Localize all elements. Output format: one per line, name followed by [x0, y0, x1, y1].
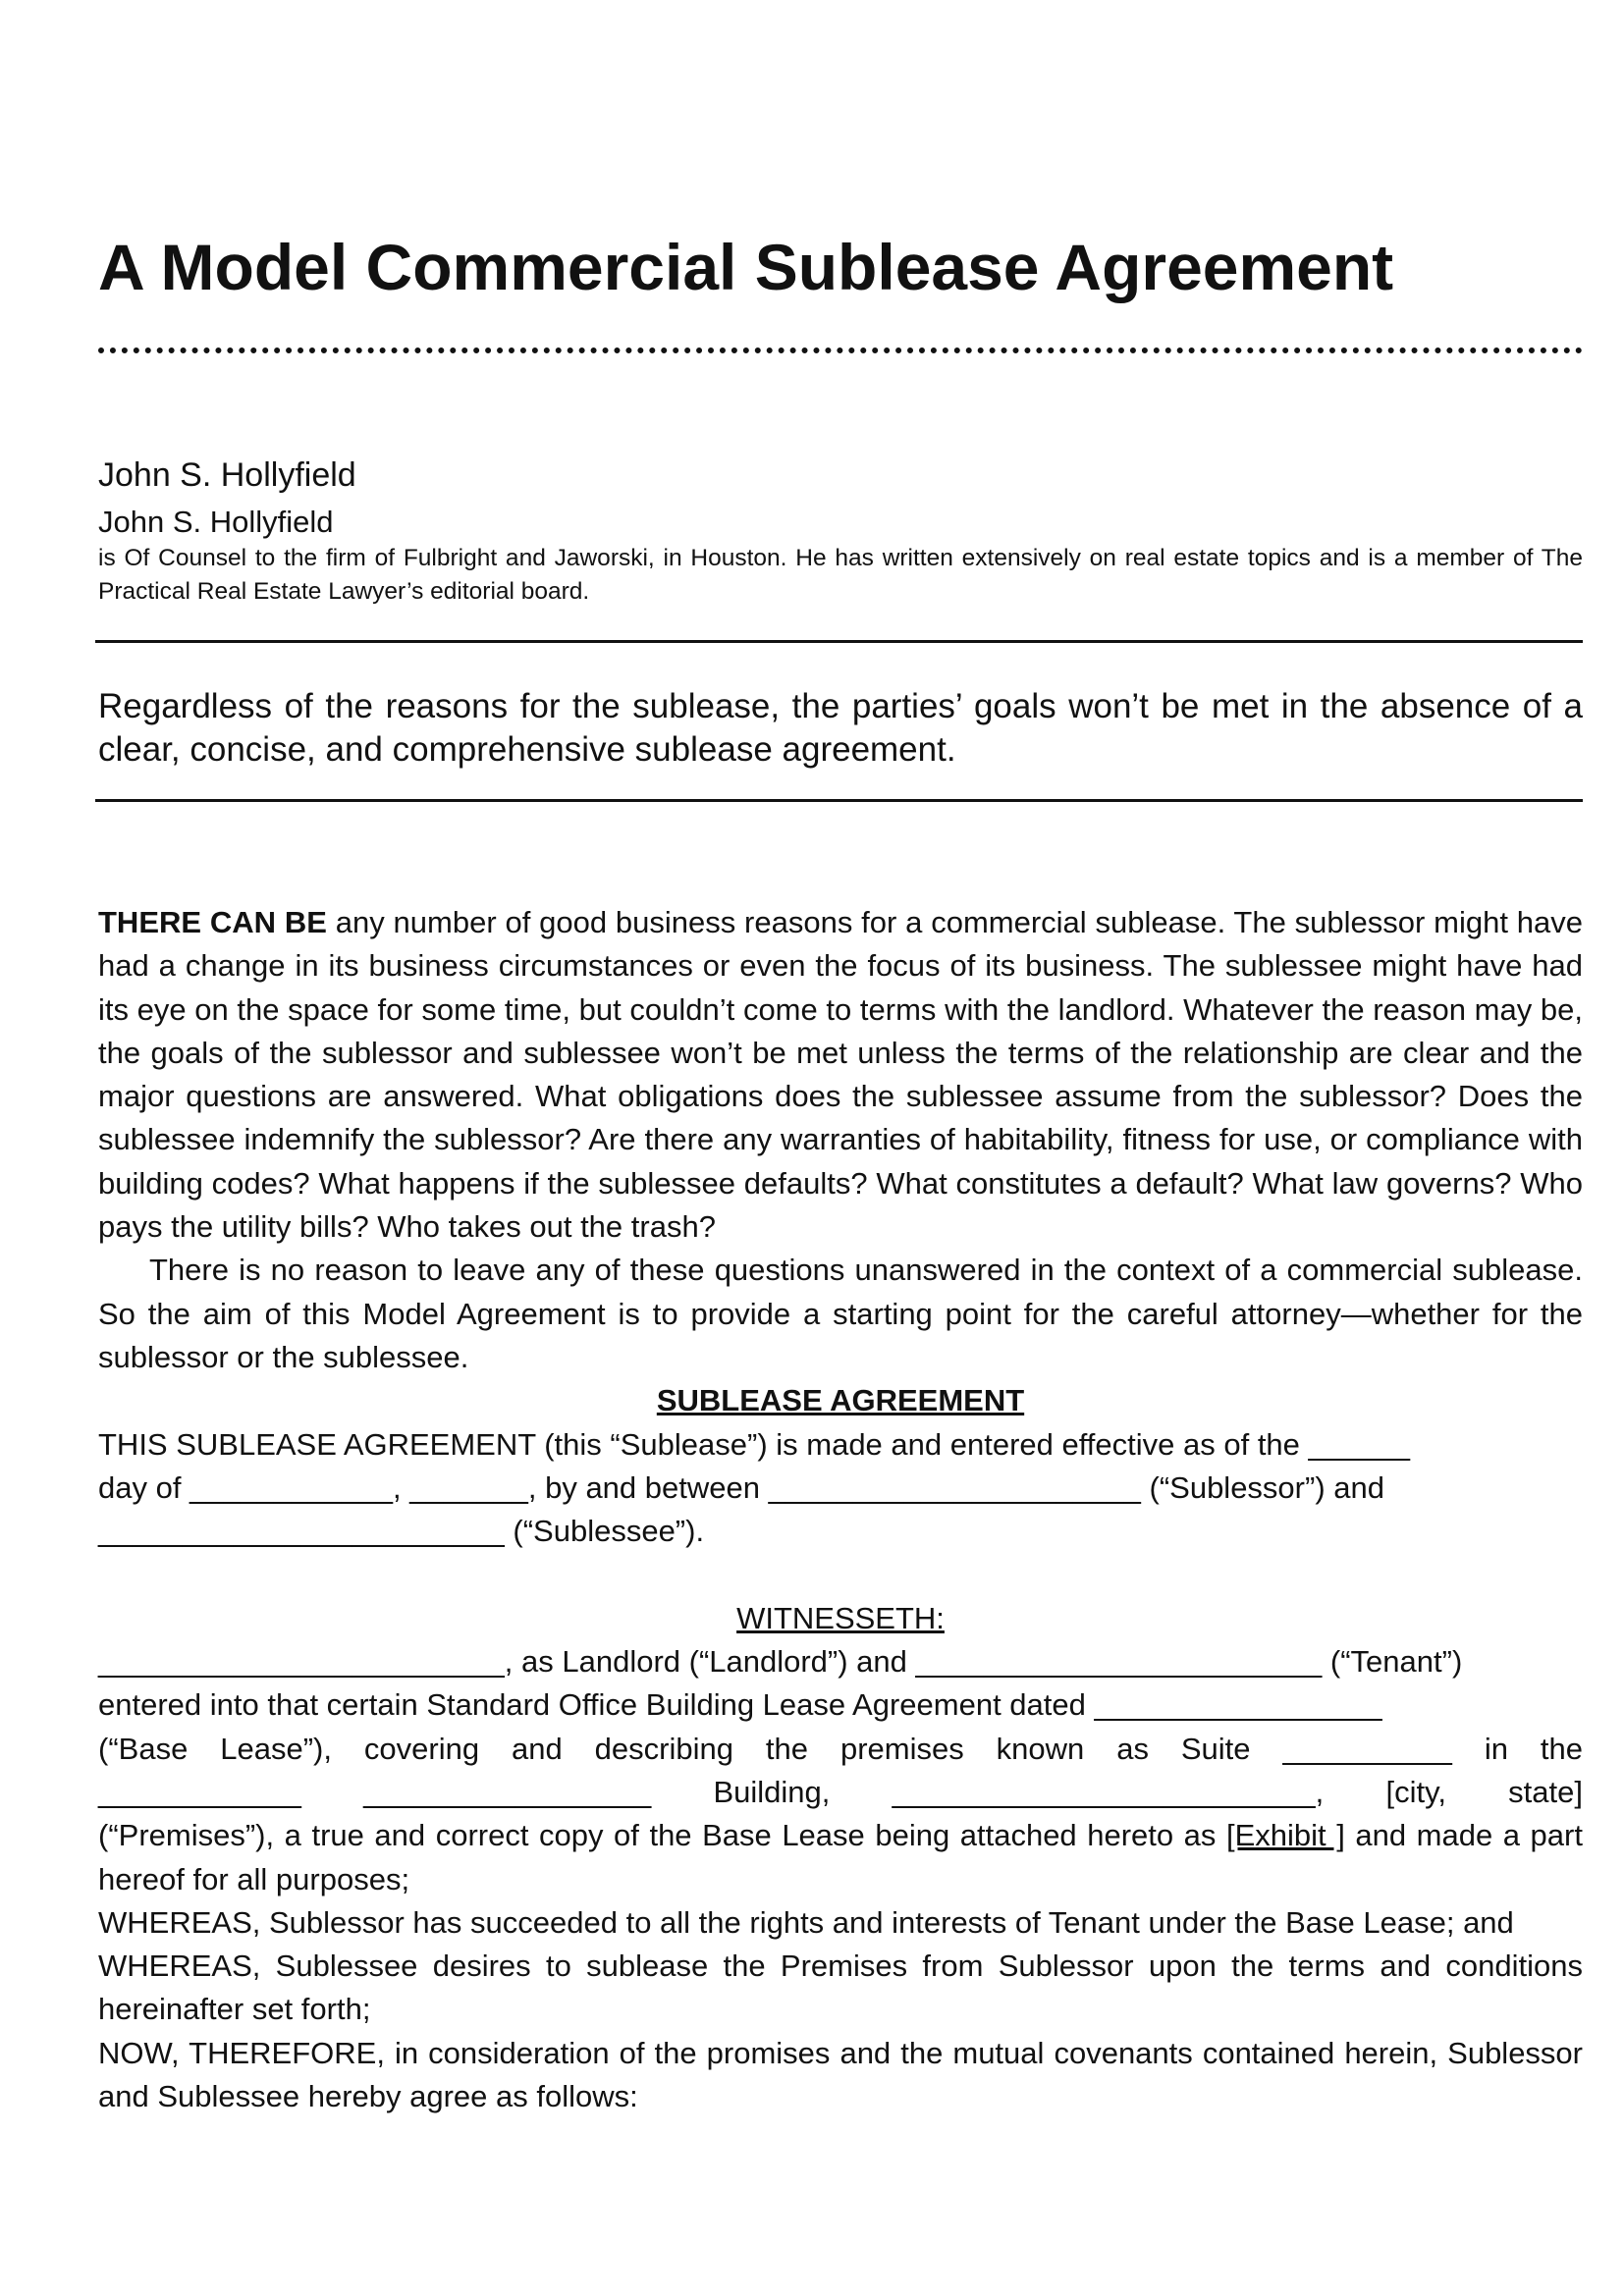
pull-quote-bottom-rule: [95, 799, 1583, 802]
title-dotted-divider: [98, 347, 1583, 353]
whereas-paragraph-1: WHEREAS, Sublessor has succeeded to all the rights and interests of Tenant under the Base Lease; and: [98, 1904, 1514, 1940]
page-title: A Model Commercial Sublease Agreement: [98, 231, 1394, 303]
author-heading: John S. Hollyfield: [98, 456, 356, 494]
pull-quote: Regardless of the reasons for the sublease, the parties’ goals won’t be met in the absence of a clear, concise, and comprehensive sublease agreement.: [98, 687, 1583, 769]
now-therefore-paragraph: NOW, THEREFORE, in consideration of the promises and the mutual covenants contained herein, Sublessor and Sublessee hereby agree as follows:: [98, 2035, 1583, 2114]
author-name: John S. Hollyfield: [98, 505, 334, 539]
article-body: [98, 901, 1583, 2118]
agreement-line-1: THIS SUBLEASE AGREEMENT (this “Sublease”) is made and entered effective as of the ______: [98, 1426, 1410, 1462]
intro-paragraph: [98, 901, 1583, 1249]
whereas-paragraph-2: WHEREAS, Sublessee desires to sublease the Premises from Sublessor upon the terms and conditions hereinafter set forth;: [98, 1949, 1583, 2027]
premises-paragraph: [98, 1814, 1583, 1901]
author-bio: is Of Counsel to the firm of Fulbright and Jaworski, in Houston. He has written extensively on real estate topics and is a member of The Practical Real Estate Lawyer’s editorial board.: [98, 545, 1583, 605]
intro-lead-in: THERE CAN BE: [98, 905, 327, 939]
agreement-line-3: ________________________ (“Sublessee”).: [98, 1514, 705, 1549]
witnesseth-line-2: entered into that certain Standard Office Building Lease Agreement dated _________________: [98, 1687, 1382, 1723]
witnesseth-line-4: ____________ _________________ Building, _________________________, [city, state]: [98, 1774, 1583, 1809]
agreement-line-2: day of ____________, _______, by and between ______________________ (“Sublessor”) and: [98, 1469, 1384, 1505]
premises-text-end: and made a part hereof for all purposes;: [98, 1818, 1583, 1896]
intro-paragraph-2: There is no reason to leave any of these questions unanswered in the context of a commercial sublease. So the aim of this Model Agreement is to provide a starting point for the careful attorney—whether for the sublessor or the sublessee.: [98, 1253, 1583, 1374]
exhibit-link[interactable]: [Exhibit ]: [1225, 1818, 1345, 1853]
agreement-heading: SUBLEASE AGREEMENT: [656, 1383, 1025, 1418]
witnesseth-line-1: ________________________, as Landlord (“Landlord”) and ________________________ (“Tenant”): [98, 1644, 1463, 1680]
witnesseth-line-3: (“Base Lease”), covering and describing the premises known as Suite __________ in the: [98, 1731, 1583, 1766]
premises-text-start: (“Premises”), a true and correct copy of the Base Lease being attached hereto as: [98, 1818, 1226, 1853]
author-block: [98, 503, 1583, 609]
spacer: [98, 1553, 1583, 1596]
pull-quote-top-rule: [95, 640, 1583, 643]
witnesseth-heading: WITNESSETH:: [736, 1600, 945, 1635]
intro-text: any number of good business reasons for a commercial sublease. The sublessor might have had a change in its business circumstances or even the focus of its business. The sublessee might have had its eye on the space for some time, but couldn’t come to terms with the landlord. Whatever the reason may be, the goals of the sublessor and sublessee won’t be met unless the terms of the relationship are clear and the major questions are answered. What obligations does the sublessee assume from the sublessor? Does the sublessee indemnify the sublessor? Are there any warranties of habitability, fitness for use, or compliance with building codes? What happens if the sublessee defaults? What constitutes a default? What law governs? Who pays the utility bills? Who takes out the trash?: [98, 905, 1583, 1245]
